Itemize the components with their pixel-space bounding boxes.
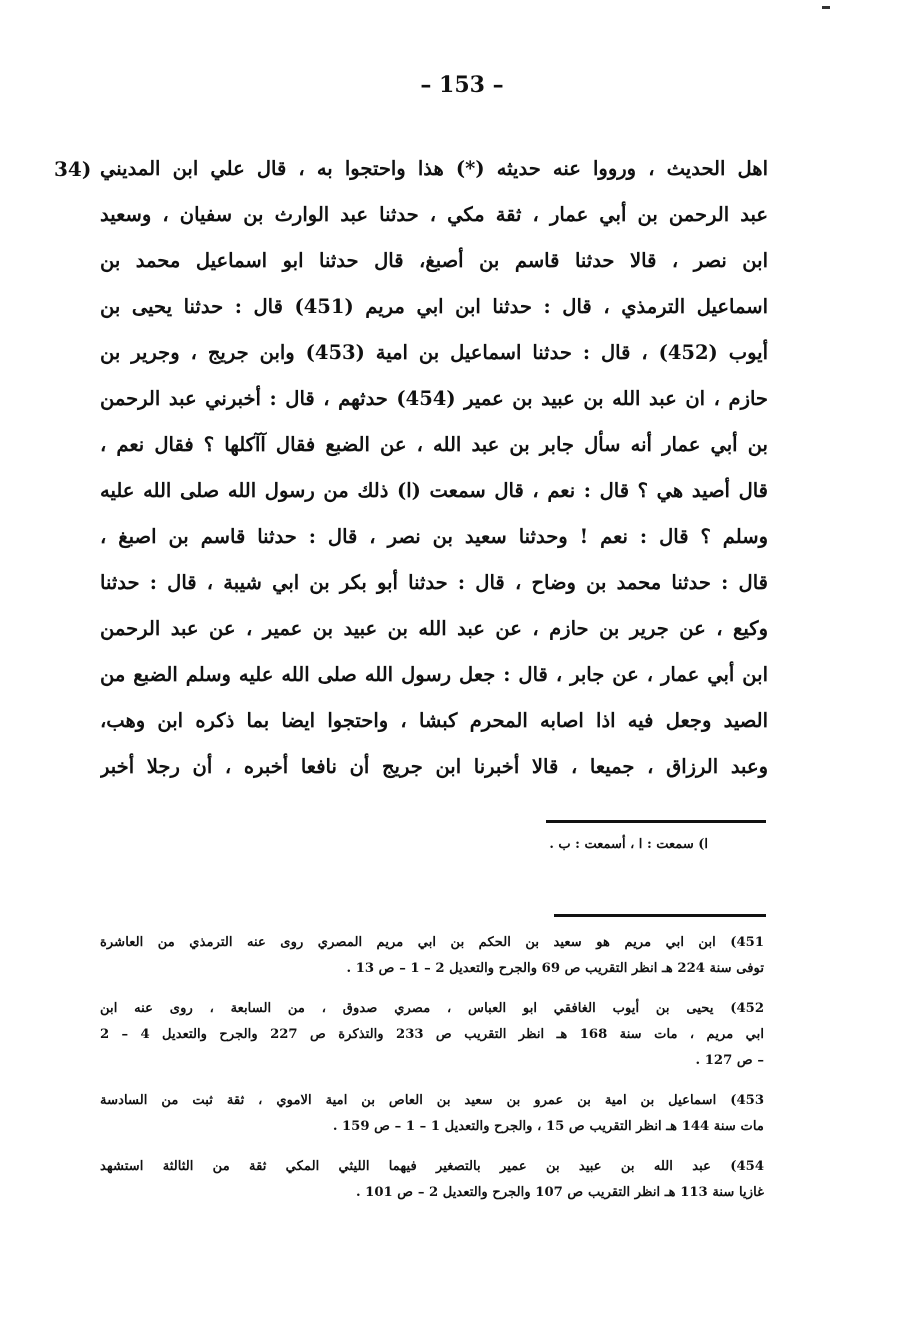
footnote-line: – ص 127 . <box>695 1053 764 1068</box>
text-line: بن أبي عمار أنه سأل جابر بن عبد الله ، عن الضبع فقال آآكلها ؟ فقال نعم ، <box>100 433 768 456</box>
footnote-divider <box>554 914 766 917</box>
footnote-line: 452) يحيى بن أيوب الغافقي ابو العباس ، مصري صدوق ، من السابعة ، روى عنه ابن <box>100 1001 764 1016</box>
text-line: عبد الرحمن بن أبي عمار ، ثقة مكي ، حدثنا عبد الوارث بن سفيان ، وسعيد <box>100 203 768 226</box>
text-line: وكيع ، عن جرير بن حازم ، عن عبد الله بن عبيد بن عمير ، عن عبد الرحمن <box>100 617 768 640</box>
text-line: قال : حدثنا محمد بن وضاح ، قال : حدثنا أبو بكر بن ابي شيبة ، قال : حدثنا <box>100 571 768 594</box>
variant-note: ا) سمعت : ا ، أسمعت : ب . <box>549 837 708 852</box>
section-number: 34) <box>54 157 92 181</box>
text-line: وعبد الرزاق ، جميعا ، قالا أخبرنا ابن جريج أن نافعا أخبره ، أن رجلا أخبر <box>100 755 768 778</box>
footnote-451 <box>100 930 764 982</box>
footnote-line: 453) اسماعيل بن امية بن عمرو بن سعيد بن العاص بن امية الاموي ، ثقة ثبت من السادسة <box>100 1093 764 1108</box>
main-text <box>100 146 768 790</box>
page-number: – 153 – <box>420 72 504 98</box>
text-line: الصيد وجعل فيه اذا اصابه المحرم كبشا ، واحتجوا ايضا بما ذكره ابن وهب، <box>100 709 768 732</box>
text-line: أيوب (452) ، قال : حدثنا اسماعيل بن امية (453) وابن جريج ، وجرير بن <box>100 341 768 364</box>
footnote-line: غازيا سنة 113 هـ انظر التقريب ص 107 والجرح والتعديل 2 – ص 101 . <box>355 1185 764 1200</box>
footnote-452 <box>100 996 764 1074</box>
footnote-line: ابي مريم ، مات سنة 168 هـ انظر التقريب ص 233 والتذكرة ص 227 والجرح والتعديل 4 – 2 <box>100 1027 764 1042</box>
footnote-454 <box>100 1154 764 1206</box>
text-line: قال أصيد هي ؟ قال : نعم ، قال سمعت (ا) ذلك من رسول الله صلى الله عليه <box>100 479 768 502</box>
text-line: اسماعيل الترمذي ، قال : حدثنا ابن ابي مريم (451) قال : حدثنا يحيى بن <box>100 295 768 318</box>
footnote-line: 454) عبد الله بن عبيد بن عمير بالتصغير فيهما الليثي المكي ثقة من الثالثة استشهد <box>100 1159 764 1174</box>
footnote-line: مات سنة 144 هـ انظر التقريب ص 15 ، والجرح والتعديل 1 – 1 – ص 159 . <box>332 1119 764 1134</box>
text-line: اهل الحديث ، ورووا عنه حديثه (*) هذا واحتجوا به ، قال علي ابن المديني <box>100 157 768 180</box>
scan-mark <box>822 6 830 9</box>
text-line: ابن نصر ، قالا حدثنا قاسم بن أصبغ، قال حدثنا ابو اسماعيل محمد بن <box>100 249 768 272</box>
text-line: وسلم ؟ قال : نعم ! وحدثنا سعيد بن نصر ، قال : حدثنا قاسم بن اصبغ ، <box>100 525 768 548</box>
footnote-line: 451) ابن ابي مريم هو سعيد بن الحكم بن ابي مريم المصري روى عنه الترمذي من العاشرة <box>100 935 764 950</box>
text-line: حازم ، ان عبد الله بن عبيد بن عمير (454) حدثهم ، قال : أخبرني عبد الرحمن <box>100 387 768 410</box>
footnotes <box>100 930 764 1220</box>
text-line: ابن أبي عمار ، عن جابر ، قال : جعل رسول الله صلى الله عليه وسلم الضبع من <box>100 663 768 686</box>
footnote-line: توفى سنة 224 هـ انظر التقريب ص 69 والجرح والتعديل 2 – 1 – ص 13 . <box>346 961 764 976</box>
footnote-divider <box>546 820 766 823</box>
footnote-453 <box>100 1088 764 1140</box>
